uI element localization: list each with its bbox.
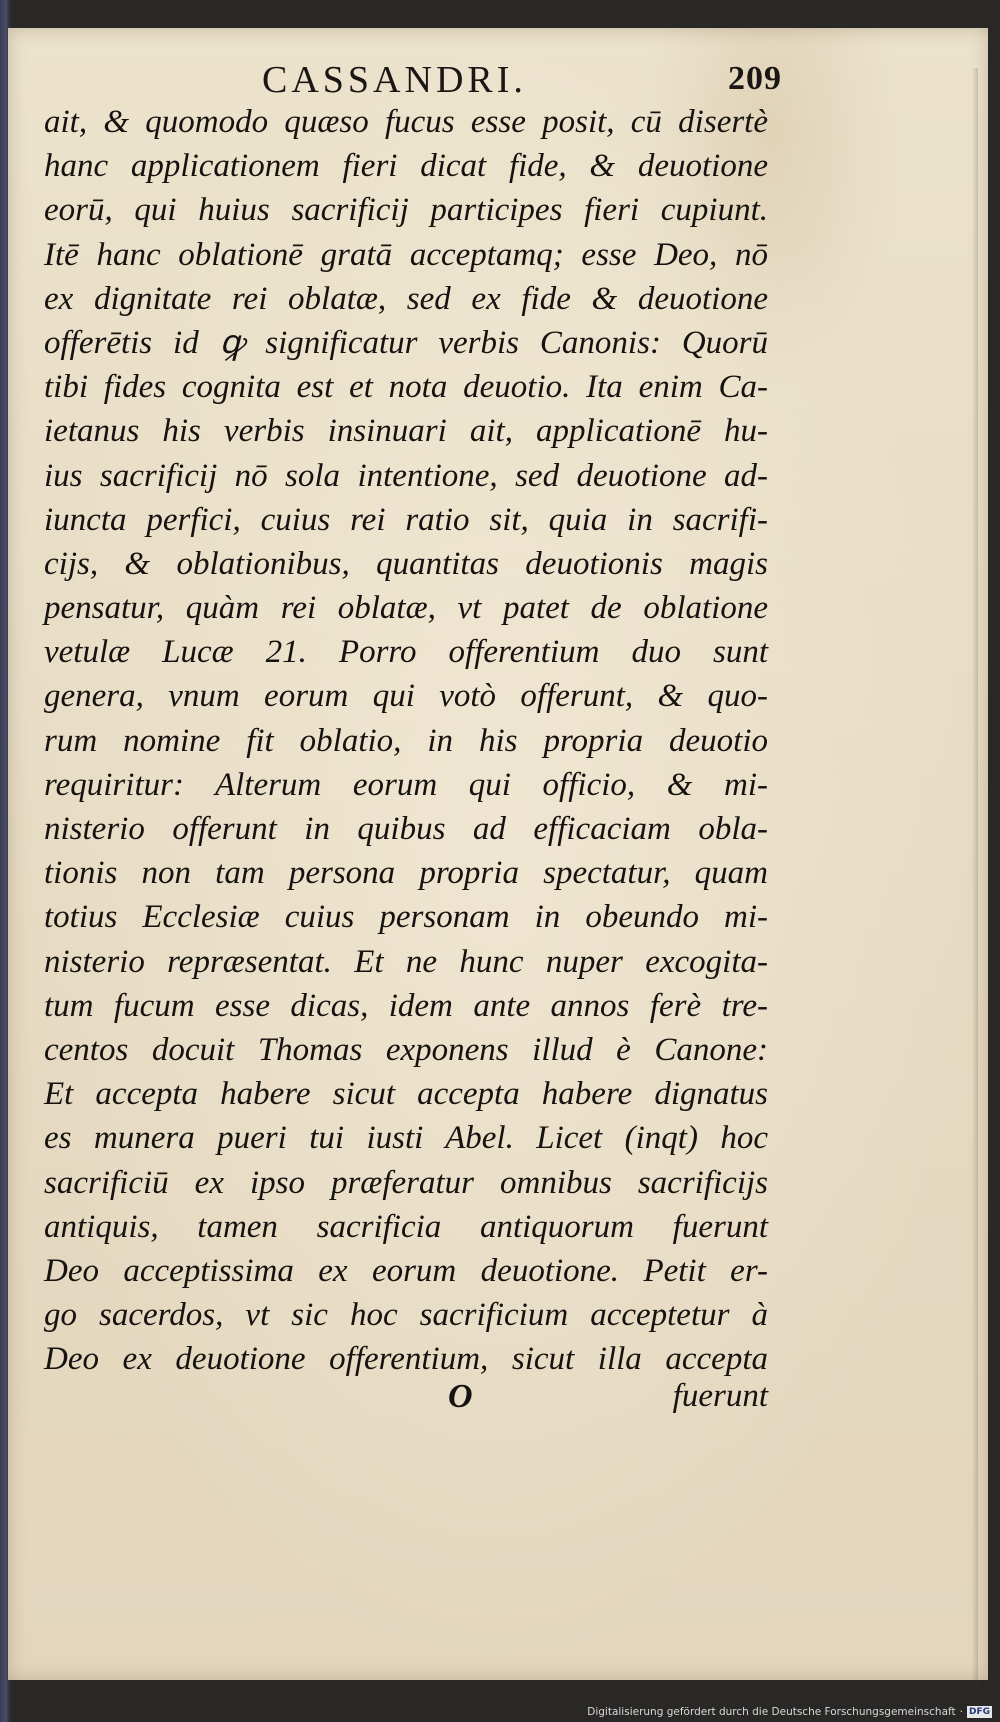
attribution-text: Digitalisierung gefördert durch die Deutsche Forschungsgemeinschaft xyxy=(587,1706,956,1718)
page-edge-shadow xyxy=(972,68,978,1688)
text-line: es munera pueri tui iusti Abel. Licet (inqt) hoc xyxy=(44,1120,768,1157)
running-head: CASSANDRI. xyxy=(262,59,527,101)
body-text xyxy=(44,100,768,1381)
text-line: hanc applicationem fieri dicat fide, & deuotione xyxy=(44,148,768,185)
page-footer xyxy=(44,1378,768,1424)
text-line: offerētis id ꝙ significatur verbis Canonis: Quorū xyxy=(44,324,768,361)
text-line: nisterio repræsentat. Et ne hunc nuper excogita- xyxy=(44,943,768,980)
text-line: Deo ex deuotione offerentium, sicut illa accepta xyxy=(44,1341,768,1378)
text-line: Deo acceptissima ex eorum deuotione. Petit er- xyxy=(44,1252,768,1289)
catchword: fuerunt xyxy=(672,1378,768,1414)
text-line: ex dignitate rei oblatæ, sed ex fide & deuotione xyxy=(44,280,768,317)
page-number: 209 xyxy=(728,60,782,97)
text-line: Et accepta habere sicut accepta habere dignatus xyxy=(44,1076,768,1113)
text-line: tionis non tam persona propria spectatur, quam xyxy=(44,855,768,892)
text-line: pensatur, quàm rei oblatæ, vt patet de oblatione xyxy=(44,590,768,627)
text-line: genera, vnum eorum qui votò offerunt, & quo- xyxy=(44,678,768,715)
text-line: iuncta perfici, cuius rei ratio sit, quia in sacrifi- xyxy=(44,501,768,538)
digitization-credit xyxy=(587,1706,992,1718)
text-line: tibi fides cognita est et nota deuotio. Ita enim Ca- xyxy=(44,369,768,406)
text-line: nisterio offerunt in quibus ad efficaciam obla- xyxy=(44,811,768,847)
text-line: sacrificiū ex ipso præferatur omnibus sacrificijs xyxy=(44,1164,768,1201)
text-line: ius sacrificij nō sola intentione, sed deuotione ad- xyxy=(44,457,768,494)
text-line: eorū, qui huius sacrificij participes fieri cupiunt. xyxy=(44,192,768,229)
signature-mark: O xyxy=(448,1378,473,1415)
text-line: tum fucum esse dicas, idem ante annos ferè tre- xyxy=(44,987,768,1024)
text-line: rum nomine fit oblatio, in his propria deuotio xyxy=(44,722,768,759)
text-line: requiritur: Alterum eorum qui officio, & mi- xyxy=(44,766,768,803)
text-line: ietanus his verbis insinuari ait, applicationē hu- xyxy=(44,413,768,450)
text-line: go sacerdos, vt sic hoc sacrificium acceptetur à xyxy=(44,1297,768,1334)
text-line: totius Ecclesiæ cuius personam in obeundo mi- xyxy=(44,899,768,936)
text-line: ait, & quomodo quæso fucus esse posit, cū disertè xyxy=(44,104,768,140)
separator: · xyxy=(959,1706,963,1718)
text-line: vetulæ Lucæ 21. Porro offerentium duo sunt xyxy=(44,634,768,671)
text-line: Itē hanc oblationē gratā acceptamq; esse Deo, nō xyxy=(44,236,768,273)
text-line: centos docuit Thomas exponens illud è Canone: xyxy=(44,1031,768,1068)
text-line: antiquis, tamen sacrificia antiquorum fuerunt xyxy=(44,1208,768,1245)
text-line: cijs, & oblationibus, quantitas deuotionis magis xyxy=(44,545,768,582)
dfg-logo: DFG xyxy=(968,1707,990,1717)
